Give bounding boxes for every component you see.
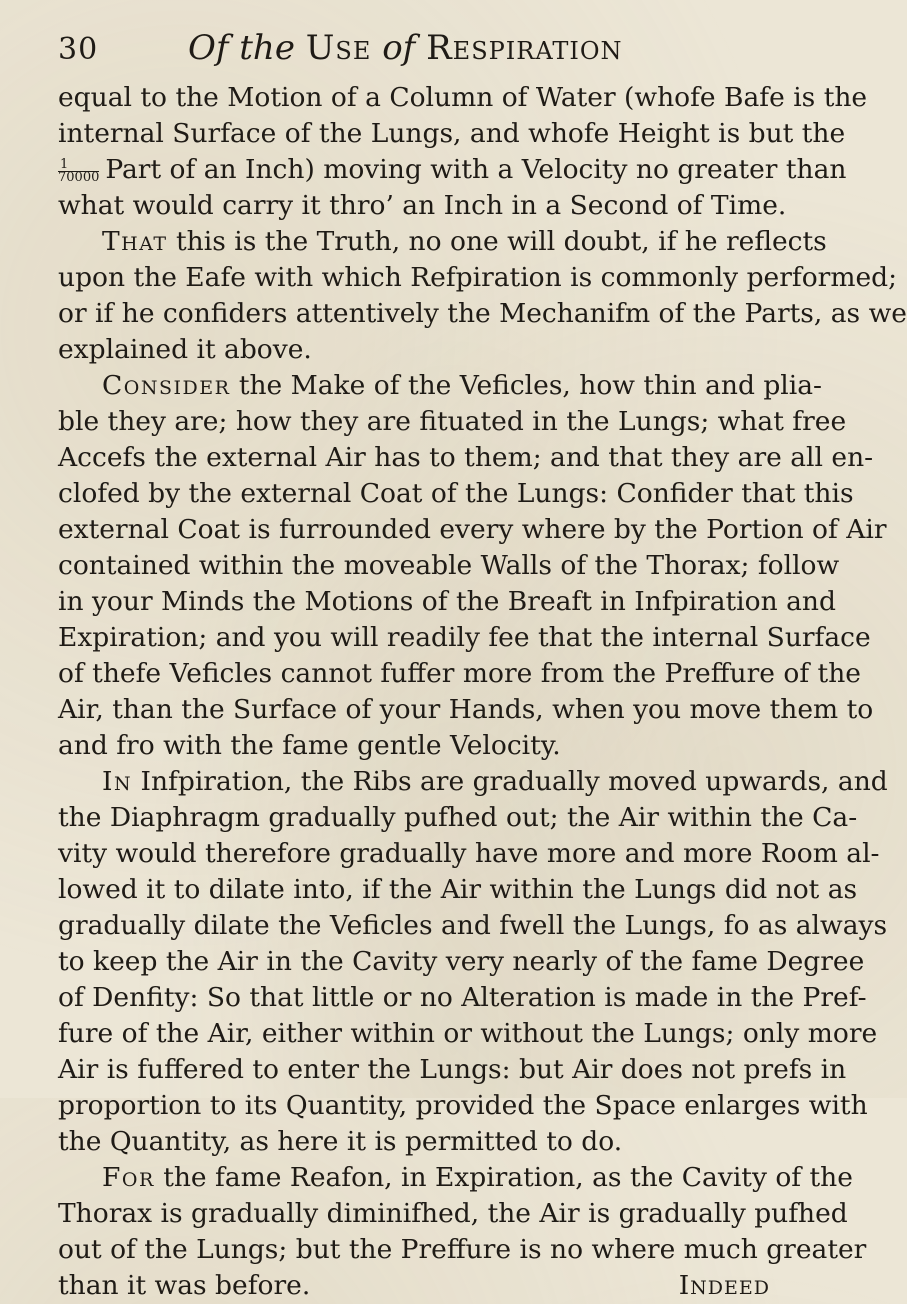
paragraph-1: [58, 80, 868, 224]
text-segment: the fame Reafon, in Expiration, as the Cavity of the: [154, 1162, 853, 1193]
fraction-denominator: 70000: [58, 169, 100, 185]
text-line: of Denfity: So that little or no Alteration is made in the Pref-: [58, 982, 867, 1013]
final-line: [58, 1268, 770, 1304]
text-line: and fro with the fame gentle Velocity.: [58, 730, 561, 761]
text-line: to keep the Air in the Cavity very nearly of the fame Degree: [58, 946, 865, 977]
text-line: upon the Eafe with which Refpiration is commonly performed;: [58, 262, 898, 293]
running-title: [188, 28, 623, 68]
text-line: equal to the Motion of a Column of Water (whofe Bafe is the: [58, 82, 868, 113]
text-line: [58, 1160, 853, 1196]
text-line: explained it above.: [58, 334, 312, 365]
running-title-part: Respiration: [426, 28, 623, 68]
text-segment: the Make of the Veficles, how thin and plia-: [230, 370, 823, 401]
text-line: fure of the Air, either within or without the Lungs; only more: [58, 1018, 878, 1049]
page-number: 30: [58, 32, 99, 67]
text-line: what would carry it thro’ an Inch in a Second of Time.: [58, 190, 787, 221]
text-line: vity would therefore gradually have more and more Room al-: [58, 838, 880, 869]
text-line: Air is fuffered to enter the Lungs: but Air does not prefs in: [58, 1054, 847, 1085]
text-segment: this is the Truth, no one will doubt, if he reflects: [167, 226, 827, 257]
text-line: or if he confiders attentively the Mechanifm of the Parts, as we: [58, 298, 907, 329]
text-line-with-fraction: [58, 152, 847, 188]
fraction-numerator: 1: [58, 159, 99, 172]
text-line: contained within the moveable Walls of the Thorax; follow: [58, 550, 840, 581]
paragraph-3: [58, 368, 887, 764]
text-line: lowed it to dilate into, if the Air within the Lungs did not as: [58, 874, 858, 905]
catchword: Indeed: [678, 1270, 770, 1301]
body-text: [58, 80, 907, 1304]
text-line: [58, 224, 827, 260]
text-segment: Infpiration, the Ribs are gradually moved upwards, and: [132, 766, 888, 797]
paragraph-lead-word: For: [102, 1162, 155, 1193]
text-line: internal Surface of the Lungs, and whofe Height is but the: [58, 118, 846, 149]
running-head: [58, 28, 770, 72]
text-line: proportion to its Quantity, provided the Space enlarges with: [58, 1090, 868, 1121]
text-line: Air, than the Surface of your Hands, when you move them to: [58, 694, 874, 725]
text-line: [58, 368, 823, 404]
paragraph-lead-word: In: [102, 766, 133, 797]
running-title-part: Of the: [188, 28, 295, 68]
running-title-part: of: [382, 28, 416, 68]
text-line: gradually dilate the Veficles and fwell the Lungs, fo as always: [58, 910, 888, 941]
paragraph-5: [58, 1160, 867, 1304]
text-line: ble they are; how they are fituated in the Lungs; what free: [58, 406, 847, 437]
text-line: Part of an Inch) moving with a Velocity no greater than: [105, 154, 847, 185]
text-line: Accefs the external Air has to them; and that they are all en-: [58, 442, 874, 473]
book-page: [58, 0, 907, 1301]
fraction: [58, 156, 100, 185]
running-title-part: Use: [305, 28, 372, 68]
text-line: external Coat is furrounded every where by the Portion of Air: [58, 514, 887, 545]
text-line: Thorax is gradually diminifhed, the Air is gradually pufhed: [58, 1198, 848, 1229]
text-line: out of the Lungs; but the Preffure is no where much greater: [58, 1234, 867, 1265]
text-line: in your Minds the Motions of the Breaft in Infpiration and: [58, 586, 836, 617]
text-line: the Quantity, as here it is permitted to do.: [58, 1126, 623, 1157]
text-line: than it was before.: [58, 1270, 311, 1301]
text-line: Expiration; and you will readily fee that the internal Surface: [58, 622, 871, 653]
paragraph-4: [58, 764, 888, 1160]
text-line: of thefe Veficles cannot fuffer more from the Preffure of the: [58, 658, 861, 689]
text-line: [58, 764, 888, 800]
paragraph-2: [58, 224, 907, 368]
text-line: the Diaphragm gradually pufhed out; the Air within the Ca-: [58, 802, 858, 833]
text-line: clofed by the external Coat of the Lungs: Confider that this: [58, 478, 854, 509]
paragraph-lead-word: Consider: [102, 370, 231, 401]
paragraph-lead-word: That: [102, 226, 168, 257]
